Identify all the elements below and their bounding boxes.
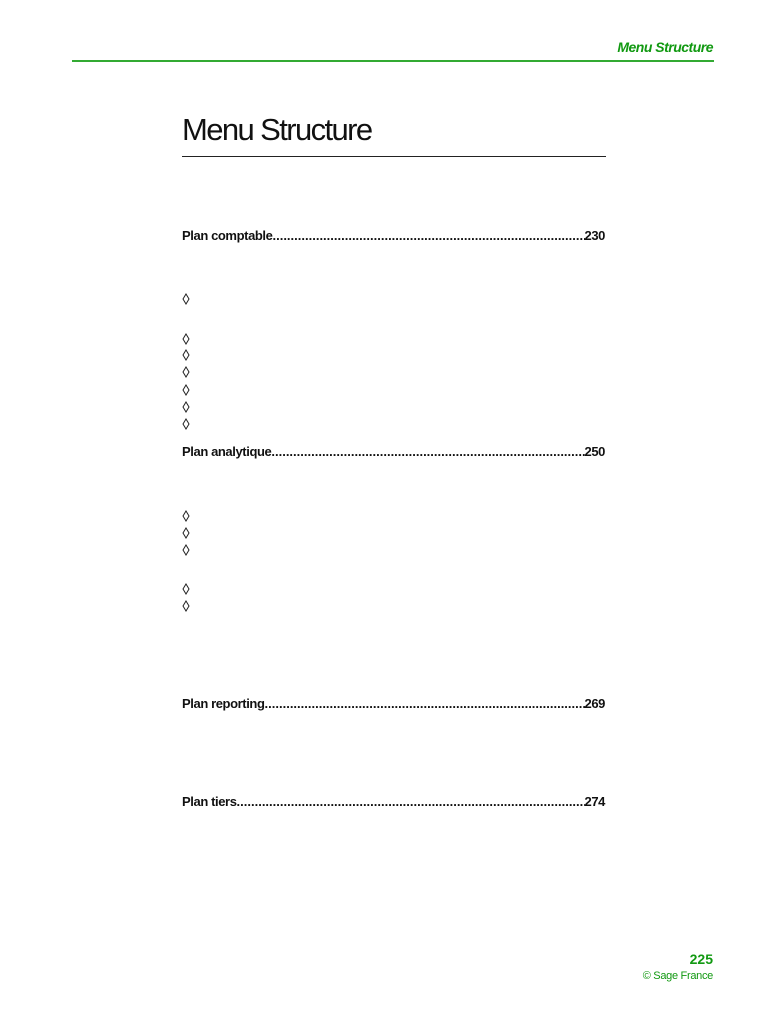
diamond-bullet-icon: [182, 349, 192, 361]
toc-leader-dots: [237, 794, 585, 809]
diamond-bullet-icon: [182, 510, 192, 522]
diamond-bullet-icon: [182, 293, 192, 305]
diamond-bullet-icon: [182, 333, 192, 345]
header-rule: [72, 60, 714, 62]
copyright-notice: © Sage France: [642, 970, 713, 982]
diamond-bullet-icon: [182, 366, 192, 378]
toc-entry-page-number: 274: [584, 794, 605, 809]
diamond-bullet-icon: [182, 418, 192, 430]
toc-entry-plan-comptable[interactable]: [182, 228, 605, 246]
toc-entry-plan-reporting[interactable]: [182, 696, 605, 714]
toc-entry-page-number: 230: [584, 228, 605, 243]
diamond-bullet-icon: [182, 600, 192, 612]
diamond-bullet-icon: [182, 544, 192, 556]
title-rule: [182, 156, 606, 157]
page-title: Menu Structure: [182, 112, 372, 147]
diamond-bullet-icon: [182, 401, 192, 413]
running-header: Menu Structure: [617, 39, 713, 55]
toc-entry-plan-analytique[interactable]: [182, 444, 605, 462]
diamond-bullet-icon: [182, 384, 192, 396]
toc-leader-dots: [271, 444, 584, 459]
toc-leader-dots: [272, 228, 584, 243]
toc-entry-label: Plan analytique: [182, 444, 272, 459]
toc-entry-page-number: 250: [584, 444, 605, 459]
page-number: 225: [689, 951, 713, 967]
toc-leader-dots: [265, 696, 585, 711]
toc-entry-page-number: 269: [584, 696, 605, 711]
toc-entry-label: Plan comptable: [182, 228, 273, 243]
toc-entry-label: Plan reporting: [182, 696, 265, 711]
diamond-bullet-icon: [182, 527, 192, 539]
toc-entry-plan-tiers[interactable]: [182, 794, 605, 812]
toc-entry-label: Plan tiers: [182, 794, 237, 809]
diamond-bullet-icon: [182, 583, 192, 595]
